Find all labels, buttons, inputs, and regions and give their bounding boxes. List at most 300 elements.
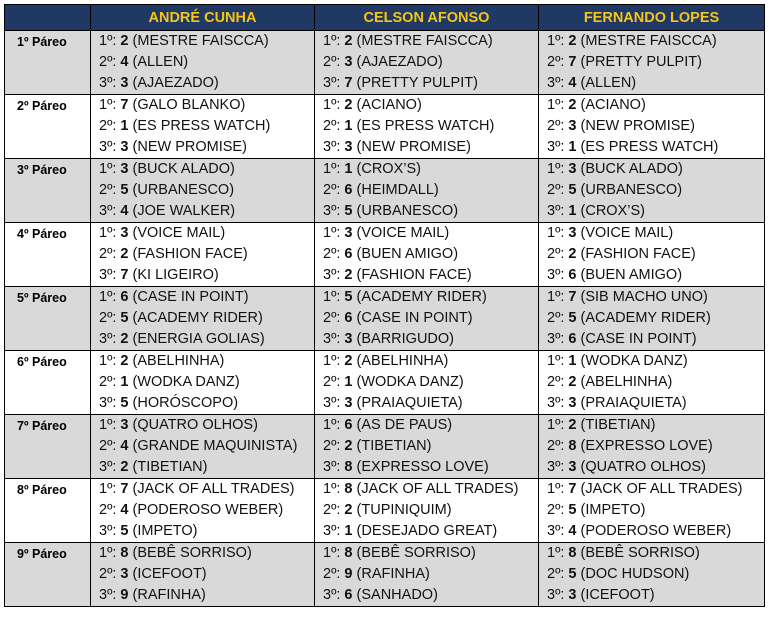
horse-name: (TIBETIAN): [132, 459, 208, 475]
column-header-fernando-lopes: FERNANDO LOPES: [539, 5, 765, 31]
horse-name: (SANHADO): [356, 587, 438, 603]
pick-line: [91, 543, 314, 564]
pick-line: [315, 415, 538, 436]
pick-line: [315, 329, 538, 350]
pick-line: [91, 137, 314, 158]
race-label: 7º Páreo: [5, 415, 91, 479]
horse-name: (BARRIGUDO): [356, 331, 455, 347]
pick-line: [91, 223, 314, 244]
pick-position: 3º:: [547, 267, 565, 283]
pick-position: 3º:: [547, 587, 565, 603]
pick-position: 1º:: [323, 417, 341, 433]
horse-name: (QUATRO OLHOS): [580, 459, 706, 475]
pick-line: [539, 73, 764, 94]
horse-number: 2: [344, 267, 353, 283]
picks-cell: [539, 159, 765, 223]
pick-line: [539, 201, 764, 222]
pick-line: [91, 329, 314, 350]
pick-line: [91, 372, 314, 393]
horse-number: 2: [568, 246, 577, 262]
picks-cell: [539, 223, 765, 287]
pick-line: [539, 287, 764, 308]
race-row: [5, 287, 765, 351]
pick-position: 3º:: [99, 395, 117, 411]
horse-number: 3: [344, 139, 353, 155]
race-label: 4º Páreo: [5, 223, 91, 287]
pick-position: 1º:: [323, 545, 341, 561]
pick-line: [315, 564, 538, 585]
horse-number: 6: [344, 182, 353, 198]
horse-number: 2: [120, 331, 129, 347]
pick-position: 3º:: [323, 395, 341, 411]
pick-position: 2º:: [547, 182, 565, 198]
picks-cell: [91, 415, 315, 479]
pick-position: 2º:: [547, 54, 565, 70]
pick-position: 3º:: [99, 523, 117, 539]
horse-number: 1: [568, 353, 577, 369]
horse-number: 3: [568, 459, 577, 475]
horse-number: 5: [568, 566, 577, 582]
pick-line: [315, 457, 538, 478]
race-row: [5, 351, 765, 415]
pick-position: 2º:: [323, 566, 341, 582]
pick-line: [91, 521, 314, 542]
horse-number: 3: [568, 587, 577, 603]
race-label: 1º Páreo: [5, 31, 91, 95]
pick-position: 3º:: [547, 395, 565, 411]
race-row: [5, 95, 765, 159]
picks-cell: [315, 479, 539, 543]
pick-position: 3º:: [547, 75, 565, 91]
pick-line: [91, 351, 314, 372]
corner-cell: [5, 5, 91, 31]
horse-name: (VOICE MAIL): [580, 225, 674, 241]
horse-name: (HORÓSCOPO): [132, 395, 239, 411]
pick-line: [315, 585, 538, 606]
pick-position: 3º:: [99, 75, 117, 91]
horse-number: 9: [344, 566, 353, 582]
horse-name: (SIB MACHO UNO): [580, 289, 708, 305]
pick-line: [315, 31, 538, 52]
pick-position: 1º:: [547, 225, 565, 241]
horse-name: (WODKA DANZ): [580, 353, 688, 369]
horse-name: (JACK OF ALL TRADES): [356, 481, 519, 497]
pick-position: 3º:: [323, 203, 341, 219]
horse-name: (NEW PROMISE): [580, 118, 695, 134]
horse-number: 5: [120, 523, 129, 539]
horse-number: 8: [568, 545, 577, 561]
pick-position: 2º:: [547, 374, 565, 390]
pick-position: 3º:: [99, 459, 117, 475]
horse-number: 3: [568, 225, 577, 241]
horse-number: 4: [568, 75, 577, 91]
pick-position: 3º:: [547, 523, 565, 539]
pick-position: 2º:: [99, 438, 117, 454]
horse-name: (KI LIGEIRO): [132, 267, 219, 283]
pick-position: 3º:: [547, 203, 565, 219]
pick-position: 3º:: [323, 75, 341, 91]
horse-name: (MESTRE FAISCCA): [356, 33, 493, 49]
horse-number: 6: [568, 331, 577, 347]
horse-name: (MESTRE FAISCCA): [132, 33, 269, 49]
pick-position: 3º:: [323, 587, 341, 603]
horse-number: 8: [120, 545, 129, 561]
horse-name: (BEBÊ SORRISO): [132, 545, 252, 561]
pick-position: 2º:: [99, 54, 117, 70]
pick-position: 1º:: [547, 353, 565, 369]
horse-number: 2: [344, 353, 353, 369]
horse-name: (ALLEN): [132, 54, 189, 70]
horse-number: 1: [344, 161, 353, 177]
pick-position: 2º:: [323, 502, 341, 518]
horse-number: 6: [344, 310, 353, 326]
pick-position: 1º:: [323, 161, 341, 177]
pick-position: 1º:: [99, 481, 117, 497]
horse-name: (PRAIAQUIETA): [356, 395, 463, 411]
horse-number: 2: [344, 502, 353, 518]
pick-line: [315, 500, 538, 521]
horse-number: 2: [120, 353, 129, 369]
pick-line: [315, 52, 538, 73]
pick-line: [315, 159, 538, 180]
pick-line: [315, 73, 538, 94]
pick-line: [315, 372, 538, 393]
picks-cell: [91, 223, 315, 287]
pick-line: [315, 287, 538, 308]
pick-line: [315, 223, 538, 244]
horse-name: (VOICE MAIL): [356, 225, 450, 241]
pick-line: [315, 95, 538, 116]
pick-line: [539, 521, 764, 542]
horse-number: 1: [344, 118, 353, 134]
pick-line: [91, 287, 314, 308]
horse-number: 3: [344, 54, 353, 70]
horse-name: (CASE IN POINT): [356, 310, 473, 326]
picks-cell: [315, 351, 539, 415]
horse-number: 1: [568, 203, 577, 219]
horse-name: (BUCK ALADO): [580, 161, 683, 177]
horse-number: 6: [344, 246, 353, 262]
pick-line: [539, 351, 764, 372]
pick-line: [91, 31, 314, 52]
horse-name: (NEW PROMISE): [356, 139, 471, 155]
horse-number: 1: [120, 118, 129, 134]
pick-position: 3º:: [547, 331, 565, 347]
pick-position: 2º:: [547, 566, 565, 582]
pick-position: 2º:: [547, 502, 565, 518]
pick-line: [539, 564, 764, 585]
horse-number: 3: [120, 566, 129, 582]
horse-name: (CROX’S): [356, 161, 421, 177]
pick-line: [91, 436, 314, 457]
horse-name: (JACK OF ALL TRADES): [132, 481, 295, 497]
pick-position: 1º:: [323, 289, 341, 305]
horse-number: 1: [344, 523, 353, 539]
horse-name: (AJAEZADO): [356, 54, 443, 70]
horse-name: (ACADEMY RIDER): [580, 310, 711, 326]
horse-name: (ACADEMY RIDER): [356, 289, 487, 305]
horse-name: (GRANDE MAQUINISTA): [132, 438, 298, 454]
horse-number: 2: [344, 97, 353, 113]
pick-position: 1º:: [323, 353, 341, 369]
horse-name: (WODKA DANZ): [132, 374, 240, 390]
horse-number: 6: [568, 267, 577, 283]
horse-number: 2: [120, 459, 129, 475]
horse-number: 7: [344, 75, 353, 91]
pick-position: 3º:: [323, 459, 341, 475]
horse-number: 7: [120, 267, 129, 283]
pick-position: 2º:: [323, 182, 341, 198]
pick-position: 3º:: [99, 139, 117, 155]
horse-number: 5: [344, 203, 353, 219]
pick-position: 1º:: [547, 33, 565, 49]
column-header-celson-afonso: CELSON AFONSO: [315, 5, 539, 31]
pick-line: [91, 116, 314, 137]
horse-name: (CASE IN POINT): [132, 289, 249, 305]
picks-cell: [91, 95, 315, 159]
horse-number: 5: [120, 182, 129, 198]
horse-name: (TUPINIQUIM): [356, 502, 452, 518]
race-row: [5, 543, 765, 607]
horse-name: (URBANESCO): [580, 182, 683, 198]
horse-name: (TIBETIAN): [356, 438, 432, 454]
race-label: 6º Páreo: [5, 351, 91, 415]
horse-name: (ES PRESS WATCH): [356, 118, 495, 134]
horse-number: 5: [568, 182, 577, 198]
horse-number: 6: [120, 289, 129, 305]
pick-line: [539, 543, 764, 564]
horse-name: (EXPRESSO LOVE): [356, 459, 489, 475]
horse-name: (ICEFOOT): [580, 587, 655, 603]
picks-cell: [539, 287, 765, 351]
picks-cell: [315, 31, 539, 95]
horse-name: (PODEROSO WEBER): [132, 502, 284, 518]
horse-name: (PRAIAQUIETA): [580, 395, 687, 411]
pick-position: 3º:: [323, 523, 341, 539]
pick-line: [315, 393, 538, 414]
pick-position: 1º:: [547, 417, 565, 433]
pick-position: 3º:: [547, 459, 565, 475]
horse-name: (VOICE MAIL): [132, 225, 226, 241]
horse-number: 2: [120, 33, 129, 49]
horse-number: 4: [120, 502, 129, 518]
race-row: [5, 223, 765, 287]
horse-number: 3: [120, 139, 129, 155]
horse-number: 4: [568, 523, 577, 539]
pick-line: [315, 351, 538, 372]
picks-cell: [539, 31, 765, 95]
pick-position: 1º:: [99, 417, 117, 433]
horse-name: (FASHION FACE): [580, 246, 696, 262]
pick-position: 2º:: [547, 310, 565, 326]
pick-line: [91, 457, 314, 478]
race-label: 2º Páreo: [5, 95, 91, 159]
horse-name: (ACIANO): [580, 97, 646, 113]
horse-number: 1: [120, 374, 129, 390]
pick-position: 2º:: [99, 246, 117, 262]
pick-position: 1º:: [547, 481, 565, 497]
horse-name: (PODEROSO WEBER): [580, 523, 732, 539]
pick-line: [91, 180, 314, 201]
horse-number: 8: [568, 438, 577, 454]
pick-line: [91, 308, 314, 329]
pick-line: [91, 201, 314, 222]
pick-line: [539, 116, 764, 137]
picks-cell: [315, 223, 539, 287]
pick-position: 2º:: [99, 566, 117, 582]
picks-cell: [539, 95, 765, 159]
race-row: [5, 479, 765, 543]
race-label: 3º Páreo: [5, 159, 91, 223]
picks-cell: [539, 479, 765, 543]
pick-line: [539, 372, 764, 393]
pick-line: [315, 265, 538, 286]
pick-position: 3º:: [323, 331, 341, 347]
pick-line: [539, 180, 764, 201]
horse-name: (CROX’S): [580, 203, 645, 219]
pick-position: 1º:: [323, 33, 341, 49]
pick-line: [91, 585, 314, 606]
pick-position: 1º:: [323, 225, 341, 241]
horse-name: (AS DE PAUS): [356, 417, 453, 433]
pick-position: 1º:: [547, 161, 565, 177]
pick-position: 1º:: [99, 97, 117, 113]
pick-position: 1º:: [99, 289, 117, 305]
picks-cell: [315, 287, 539, 351]
pick-position: 1º:: [99, 545, 117, 561]
horse-number: 1: [568, 139, 577, 155]
horse-name: (ALLEN): [580, 75, 637, 91]
pick-line: [91, 564, 314, 585]
horse-number: 2: [568, 33, 577, 49]
pick-position: 1º:: [323, 97, 341, 113]
pick-line: [91, 479, 314, 500]
race-label: 9º Páreo: [5, 543, 91, 607]
horse-number: 3: [120, 75, 129, 91]
horse-number: 6: [344, 417, 353, 433]
pick-line: [91, 500, 314, 521]
pick-line: [539, 265, 764, 286]
horse-name: (BEBÊ SORRISO): [356, 545, 476, 561]
pick-line: [315, 308, 538, 329]
horse-name: (BUEN AMIGO): [356, 246, 459, 262]
race-row: [5, 31, 765, 95]
horse-number: 3: [568, 118, 577, 134]
horse-name: (BUEN AMIGO): [580, 267, 683, 283]
pick-line: [539, 479, 764, 500]
pick-position: 2º:: [99, 310, 117, 326]
pick-position: 2º:: [547, 438, 565, 454]
pick-position: 1º:: [99, 353, 117, 369]
horse-number: 3: [120, 225, 129, 241]
pick-position: 3º:: [323, 267, 341, 283]
pick-position: 3º:: [99, 267, 117, 283]
horse-number: 3: [568, 161, 577, 177]
pick-position: 1º:: [547, 545, 565, 561]
pick-line: [539, 585, 764, 606]
horse-number: 5: [568, 502, 577, 518]
pick-line: [91, 95, 314, 116]
horse-number: 7: [120, 97, 129, 113]
pick-line: [539, 31, 764, 52]
pick-position: 2º:: [99, 374, 117, 390]
horse-name: (ICEFOOT): [132, 566, 207, 582]
pick-line: [539, 52, 764, 73]
race-label: 5º Páreo: [5, 287, 91, 351]
pick-position: 3º:: [99, 331, 117, 347]
picks-cell: [315, 415, 539, 479]
pick-position: 2º:: [323, 310, 341, 326]
pick-line: [539, 500, 764, 521]
pick-line: [315, 244, 538, 265]
horse-name: (WODKA DANZ): [356, 374, 464, 390]
horse-number: 5: [120, 310, 129, 326]
pick-position: 1º:: [547, 289, 565, 305]
horse-number: 2: [568, 97, 577, 113]
horse-number: 9: [120, 587, 129, 603]
pick-position: 2º:: [547, 246, 565, 262]
pick-line: [315, 180, 538, 201]
horse-name: (RAFINHA): [132, 587, 206, 603]
horse-name: (DOC HUDSON): [580, 566, 690, 582]
pick-line: [315, 116, 538, 137]
horse-name: (RAFINHA): [356, 566, 430, 582]
pick-position: 2º:: [547, 118, 565, 134]
pick-position: 2º:: [323, 438, 341, 454]
pick-line: [315, 137, 538, 158]
pick-line: [539, 159, 764, 180]
horse-name: (ABELHINHA): [356, 353, 449, 369]
picks-cell: [91, 351, 315, 415]
horse-name: (ABELHINHA): [132, 353, 225, 369]
horse-name: (ENERGIA GOLIAS): [132, 331, 265, 347]
horse-name: (ES PRESS WATCH): [580, 139, 719, 155]
pick-position: 2º:: [99, 182, 117, 198]
picks-cell: [91, 31, 315, 95]
horse-name: (EXPRESSO LOVE): [580, 438, 713, 454]
horse-number: 2: [344, 438, 353, 454]
horse-number: 3: [120, 161, 129, 177]
horse-name: (PRETTY PULPIT): [356, 75, 478, 91]
pick-line: [91, 415, 314, 436]
horse-name: (ACADEMY RIDER): [132, 310, 263, 326]
pick-line: [315, 543, 538, 564]
pick-position: 2º:: [99, 118, 117, 134]
race-row: [5, 159, 765, 223]
horse-name: (URBANESCO): [356, 203, 459, 219]
horse-number: 3: [344, 331, 353, 347]
horse-number: 1: [344, 374, 353, 390]
horse-number: 5: [344, 289, 353, 305]
picks-cell: [91, 479, 315, 543]
horse-number: 3: [568, 395, 577, 411]
pick-position: 1º:: [99, 161, 117, 177]
horse-name: (URBANESCO): [132, 182, 235, 198]
horse-number: 5: [568, 310, 577, 326]
horse-name: (JACK OF ALL TRADES): [580, 481, 743, 497]
horse-number: 3: [344, 395, 353, 411]
pick-line: [91, 244, 314, 265]
pick-line: [539, 457, 764, 478]
horse-number: 3: [120, 417, 129, 433]
horse-name: (HEIMDALL): [356, 182, 439, 198]
pick-line: [539, 308, 764, 329]
horse-name: (ACIANO): [356, 97, 422, 113]
picks-cell: [315, 543, 539, 607]
horse-number: 7: [568, 54, 577, 70]
pick-position: 1º:: [323, 481, 341, 497]
horse-number: 4: [120, 203, 129, 219]
